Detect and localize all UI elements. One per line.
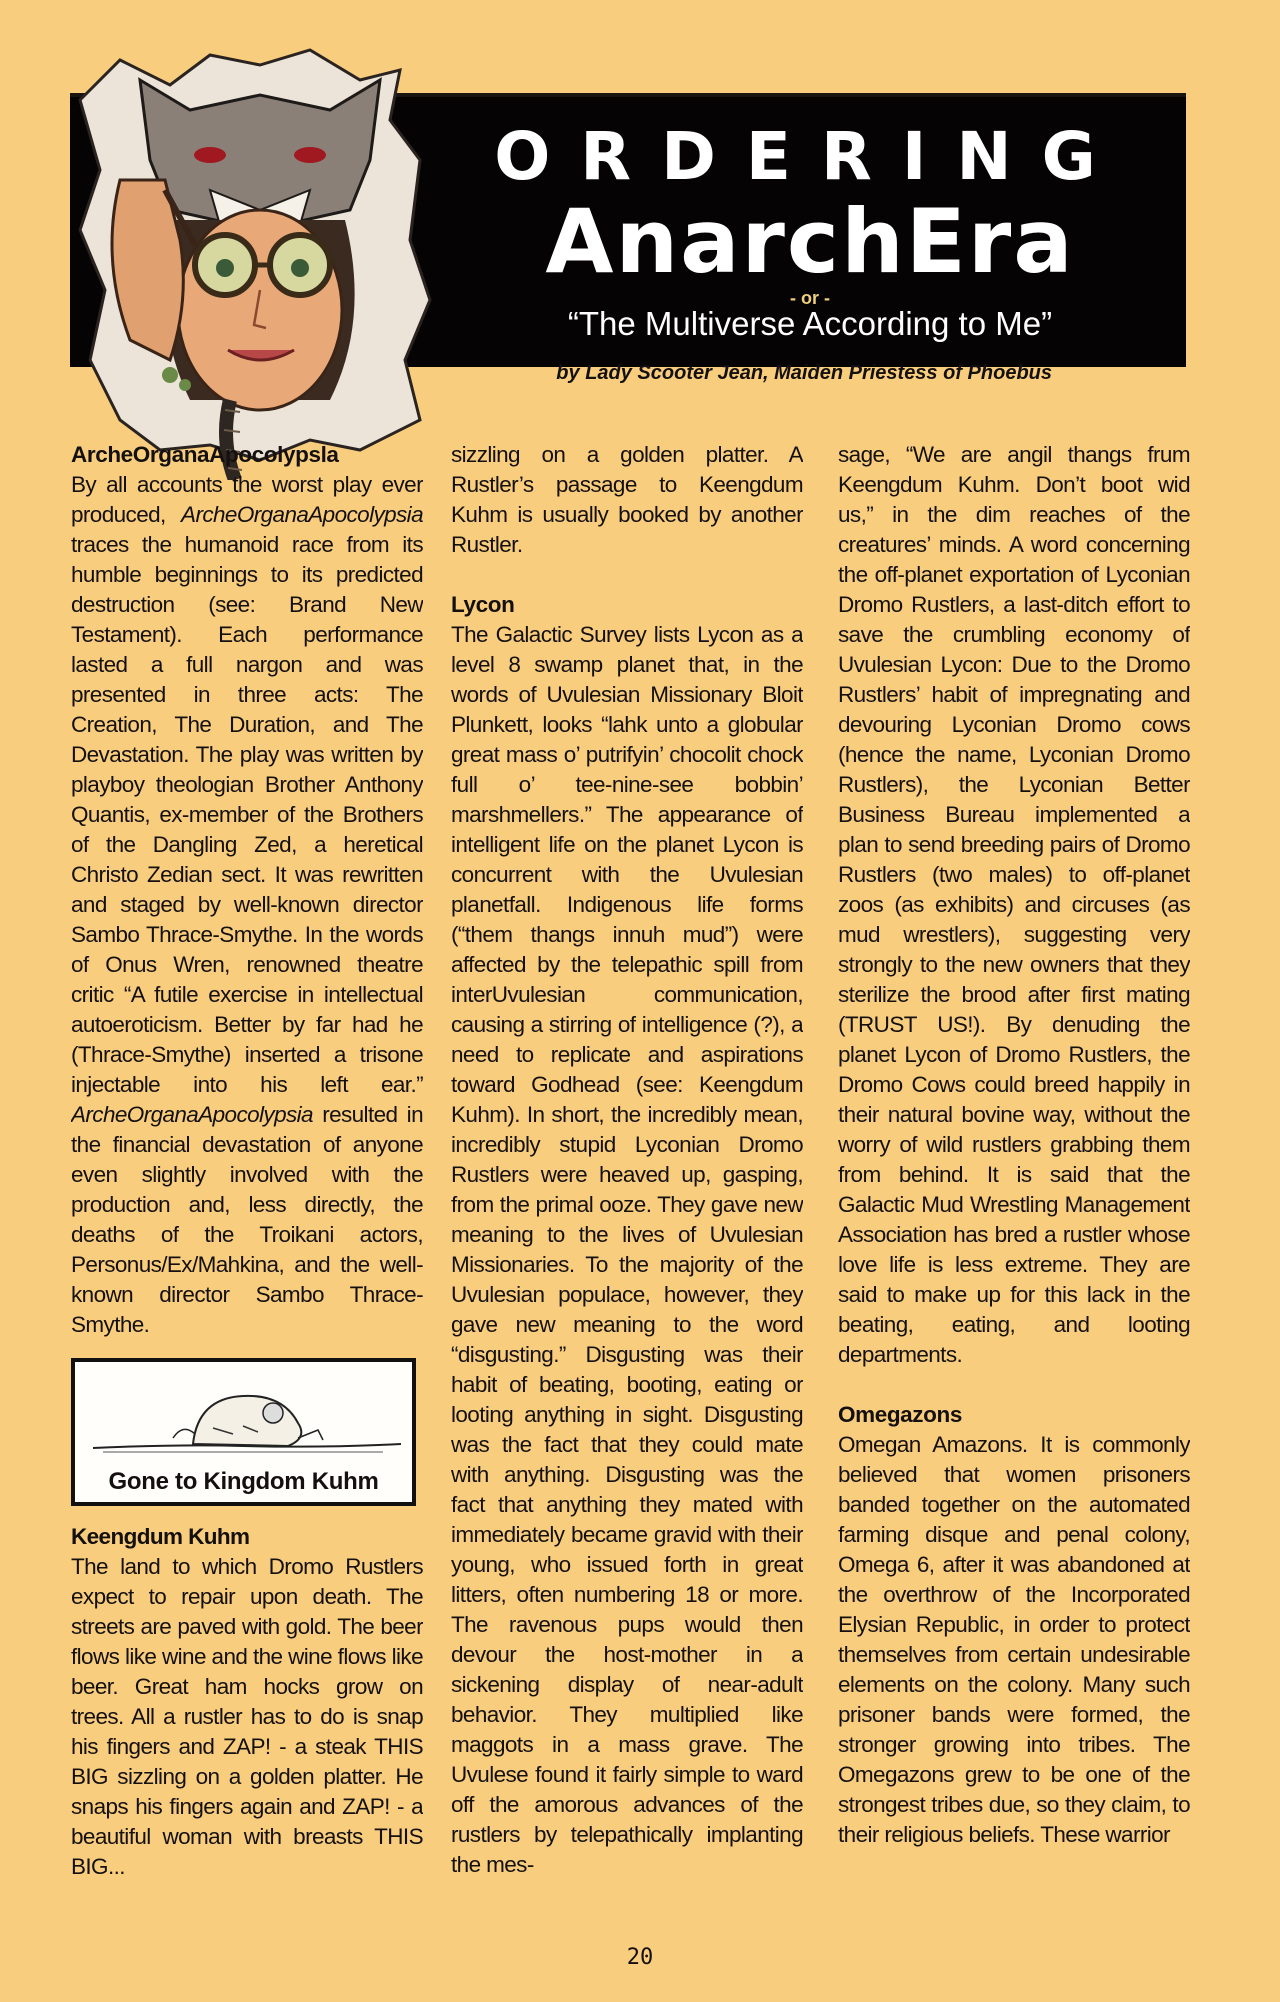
- column-2: [451, 440, 803, 1890]
- archeorgana-title-italic-2: ArcheOrganaApocolypsia: [71, 1102, 313, 1127]
- page-number: 20: [626, 1945, 654, 1970]
- heading-omegazons: Omegazons: [838, 1402, 962, 1427]
- lady-scooter-jean-portrait: [60, 40, 450, 480]
- article-lycon-continued: sage, “We are angil thangs frum Keengdum Kuhm. Don’t boot wid us,” in the dim reaches of the creatures’ minds. A word concerning the off-planet exportation of Lyconian Dromo Rustlers, a last-ditch effort to save the crumbling economy of Uvulesian Lycon: Due to the Dromo Rustlers’ habit of impregnating and devouring Lyconian Dromo cows (hence the name, Lyconian Dromo Rustlers), the Lyconian Better Business Bureau implemented a plan to send breeding pairs of Dromo Rustlers (two males) to off-planet zoos (as exhibits) and circuses (as mud wrestlers), suggesting very strongly to the new owners that they sterilize the brood after first mating (TRUST US!). By denuding the planet Lycon of Dromo Rustlers, the Dromo Cows could breed happily in their natural bovine way, without the worry of wild rustlers grabbing them from behind. It is said that the Galactic Mud Wrestling Management Association has bred a rustler whose love life is less extreme. They are said to make up for this lack in the beating, eating, and looting departments.: [838, 442, 1190, 1367]
- article-keengdum-body: The land to which Dromo Rustlers expect to repair upon death. The streets are paved with gold. The beer flows like wine and the wine flows like beer. Great ham hocks grow on trees. All a rustler has to do is snap his fingers and ZAP! - a steak THIS BIG sizzling on a golden platter. He snaps his fingers again and ZAP! - a beautiful woman with breasts THIS BIG...: [71, 1554, 423, 1879]
- title-ordering: ORDERING: [494, 118, 1126, 195]
- column-3: [838, 440, 1190, 1890]
- heading-archeorgana: ArcheOrganaApocolypsla: [71, 442, 339, 467]
- article-archeorgana-body: [71, 470, 423, 1340]
- byline: by Lady Scooter Jean, Maiden Priestess of Phoebus: [556, 362, 1052, 384]
- article-lycon-body: The Galactic Survey lists Lycon as a level 8 swamp planet that, in the words of Uvulesian Missionary Bloit Plunkett, looks “lahk unto a globular great mass o’ putrifyin’ chocolit chock full o’ tee-nine-see bobbin’ marshmellers.” The appearance of intelligent life on the planet Lycon is concurrent with the Uvulesian planetfall. Indigenous life forms (“them thangs innuh mud”) were affected by the telepathic spill from interUvulesian communication, causing a stirring of intelligence (?), a need to replicate and aspirations toward Godhead (see: Keengdum Kuhm). In short, the incredibly mean, incredibly stupid Lyconian Dromo Rustlers were heaved up, gasping, from the primal ooze. They gave new meaning to the lives of Uvulesian Missionaries. To the majority of the Uvulesian populace, however, they gave new meaning to the word “disgusting.” Disgusting was their habit of beating, booting, eating or looting anything in sight. Disgusting was the fact that they could mate with anything. Disgusting was the fact that anything they mated with immediately became gravid with their young, who issued forth in great litters, often numbering 18 or more. The ravenous pups would then devour the host-mother in a sickening display of near-adult behavior. They multiplied like maggots in a mass grave. The Uvulese found it fairly simple to ward off the amorous advances of the rustlers by telepathically implanting the mes-: [451, 622, 803, 1877]
- column-1-lower: [71, 1522, 423, 1892]
- heading-lycon: Lycon: [451, 592, 515, 617]
- title-or: - or -: [790, 288, 830, 308]
- sleeping-rustler-illustration: [83, 1368, 411, 1468]
- spacer: [838, 1370, 1190, 1400]
- inset-caption: Gone to Kingdom Kuhm: [108, 1468, 379, 1495]
- subtitle: “The Multiverse According to Me”: [567, 305, 1053, 342]
- spacer: [451, 560, 803, 590]
- inset-gone-to-kingdom-kuhm: [71, 1358, 416, 1506]
- archeorgana-text-3: resulted in the financial devastation of anyone even slightly involved with the production and, less directly, the deaths of the Troikani actors, Personus/Ex/Mahkina, and the well-known director Sambo Thrace-Smythe.: [71, 1102, 423, 1337]
- archeorgana-title-italic-1: ArcheOrganaApocolypsia: [181, 502, 423, 527]
- title-anarchera: AnarchEra: [545, 190, 1075, 293]
- article-omegazons-body: Omegan Amazons. It is commonly believed that women prisoners banded together on the automated farming disque and penal colony, Omega 6, after it was abandoned at the overthrow of the Incorporated Elysian Republic, in order to protect themselves from certain undesirable elements on the colony. Many such prisoner bands were formed, the stronger growing into tribes. The Omegazons grew to be one of the strongest tribes due, so they claim, to their religious beliefs. These warrior: [838, 1432, 1190, 1847]
- archeorgana-text-2: traces the humanoid race from its humble beginnings to its predicted destruction (see: Brand New Testament). Each performance lasted a full nargon and was presented in three acts: The Creation, The Duration, and The Devastation. The play was written by playboy theologian Brother Anthony Quantis, ex-member of the Brothers of the Dangling Zed, a heretical Christo Zedian sect. It was rewritten and staged by well-known director Sambo Thrace-Smythe. In the words of Onus Wren, renowned theatre critic “A futile exercise in intellectual autoeroticism. Better by far had he (Thrace-Smythe) inserted a trisone injectable into his left ear.”: [71, 532, 423, 1097]
- article-keengdum-continued: sizzling on a golden platter. A Rustler’s passage to Keengdum Kuhm is usually booked by another Rustler.: [451, 442, 803, 557]
- heading-keengdum-kuhm: Keengdum Kuhm: [71, 1524, 250, 1549]
- archeorgana-text-1: By all accounts the worst play ever produced,: [71, 472, 423, 527]
